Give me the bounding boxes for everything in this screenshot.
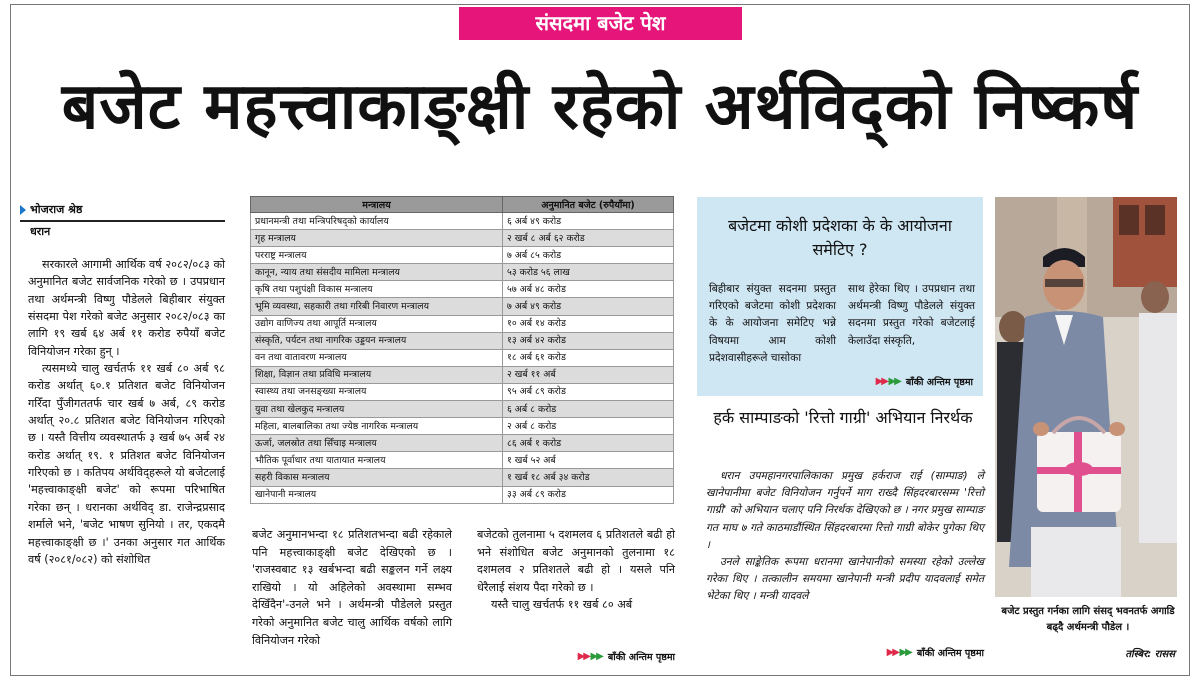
table-row [251,486,674,503]
koshi-paragraph: साथ हेरेका थिए । उपप्रधान तथा अर्थमन्त्री विष्णु पौडेलले संयुक्त सदनमा प्रस्तुत गरेको बजेटलाई केलाउँदा संस्कृति, [848,283,975,347]
table-row [251,298,674,315]
koshi-continued[interactable] [847,375,973,388]
table-row [251,366,674,383]
table-row [251,264,674,281]
main-story-continued[interactable] [540,650,675,663]
photo-caption: बजेट प्रस्तुत गर्नका लागि संसद् भवनतर्फ अगाडि बढ्दै अर्थमन्त्री पौडेल । [1001,606,1175,633]
continued-label: बाँकी अन्तिम पृष्ठमा [916,648,984,659]
continue-arrows-icon: ▶▶ ▶▶ [577,651,602,662]
ministry-budget-amount: ६ अर्ब ८ करोड [503,401,674,418]
byline-place: धरान [30,225,51,238]
main-story-column-3 [477,526,675,614]
ministry-name: उद्योग वाणिज्य तथा आपूर्ति मन्त्रालय [251,315,503,332]
ministry-budget-amount: १० अर्ब १४ करोड [503,315,674,332]
ministry-budget-amount: ८६ अर्ब १ करोड [503,435,674,452]
koshi-title: बजेटमा कोशी प्रदेशका के के आयोजना समेटिए ? [728,216,952,259]
table-row [251,349,674,366]
ministry-budget-amount: ७ अर्ब ८५ करोड [503,247,674,264]
continue-arrows-icon: ▶▶ ▶▶ [886,647,911,658]
ministry-name: महिला, बालबालिका तथा ज्येष्ठ नागरिक मन्त्रालय [251,418,503,435]
ministry-name: कानून, न्याय तथा संसदीय मामिला मन्त्रालय [251,264,503,281]
continued-label: बाँकी अन्तिम पृष्ठमा [905,377,973,388]
table-row [251,213,674,230]
continue-arrows-icon: ▶▶ ▶▶ [875,376,900,387]
table-row [251,401,674,418]
table-row [251,315,674,332]
ministry-name: कृषि तथा पशुपंक्षी विकास मन्त्रालय [251,281,503,298]
ministry-budget-amount: ९५ अर्ब ८९ करोड [503,383,674,400]
ministry-budget-amount: २ खर्ब ११ अर्ब [503,366,674,383]
ministry-name: खानेपानी मन्त्रालय [251,486,503,503]
table-header-amount: अनुमानित बजेट (रुपैयाँमा) [503,197,674,213]
table-row [251,281,674,298]
harka-continued[interactable] [850,646,984,659]
photo-illustration [995,197,1177,597]
ministry-budget-amount: ६ अर्ब ४९ करोड [503,213,674,230]
ministry-budget-amount: १ खर्ब ५२ अर्ब [503,452,674,469]
table-row [251,230,674,247]
ministry-budget-amount: १३ अर्ब ४२ करोड [503,332,674,349]
table-header-row [251,197,674,213]
harka-headline: हर्क साम्पाङको 'रित्तो गाग्री' अभियान निरर्थक [713,408,973,427]
table-row [251,418,674,435]
ministry-name: ऊर्जा, जलस्रोत तथा सिँचाइ मन्त्रालय [251,435,503,452]
harka-paragraph: उनले साङ्केतिक रूपमा धरानमा खानेपानीको समस्या रहेको उल्लेख गरेका थिए । तत्कालीन समयमा खानेपानी मन्त्री प्रदीप यादवलाई समेत भेटेका थिए । मन्त्री यादवले [706,556,984,603]
byline-rule [20,220,225,222]
headline: बजेट महत्त्वाकाङ्क्षी रहेको अर्थविद्को निष्कर्ष [61,69,1139,144]
ministry-name: भौतिक पूर्वाधार तथा यातायात मन्त्रालय [251,452,503,469]
finance-minister-photo [995,197,1177,597]
main-story-paragraph: त्यसमध्ये चालु खर्चतर्फ ११ खर्ब ८० अर्ब ९८ करोड अर्थात् ६०.१ प्रतिशत बजेट विनियोजन गरिँदा पुँजीगततर्फ चार खर्ब ७ अर्ब, ८९ करोड अर्थात् २०.८ प्रतिशत बजेट विनियोजन गरिएको छ । यस्तै वित्तीय व्यवस्थातर्फ ३ खर्ब ७५ अर्ब २४ करोड अर्थात् १९. १ प्रतिशत बजेट विनियोजन गरिएको छ । कतिपय अर्थविद्हरूले यो बजेटलाई 'महत्त्वाकाङ्क्षी बजेट' को रूपमा परिभाषित गरेका छन् । धरानका अर्थविद् डा. राजेन्द्रप्रसाद शर्माले भने, 'बजेट भाषण सुनियो । तर, एकदमै महत्त्वाकाङ्क्षी छ ।' उनका अनुसार गत आर्थिक वर्ष (२०८१/०८२) को संशोधित [28,362,225,566]
ministry-budget-amount: १८ अर्ब ६१ करोड [503,349,674,366]
harka-paragraph: धरान उपमहानगरपालिकाका प्रमुख हर्कराज राई (साम्पाङ) ले खानेपानीमा बजेट विनियोजन गर्नुपर्ने माग राख्दै सिंहदरबारसम्म 'रित्तो गाग्री' को अभियान चलाए पनि निरर्थक देखिएको छ । नगर प्रमुख साम्पाङ गत माघ ७ गते काठमाडौंस्थित सिंहदरबारमा रित्तो गाग्री बोकेर पुगेका थिए । [706,470,984,551]
main-story-paragraph: बजेटको तुलनामा ५ दशमलव ६ प्रतिशतले बढी हो भने संशोधित बजेट अनुमानको तुलनामा १८ दशमलव २ प्रतिशतले बढी हो । यसले पनि धेरैलाई संशय पैदा गरेको छ । [477,528,675,594]
ministry-name: शिक्षा, विज्ञान तथा प्रविधि मन्त्रालय [251,366,503,383]
table-row [251,452,674,469]
ministry-name: परराष्ट्र मन्त्रालय [251,247,503,264]
table-row [251,332,674,349]
byline [20,203,225,239]
ministry-budget-table [250,196,674,504]
main-story-column-1 [28,256,225,568]
ministry-name: सहरी विकास मन्त्रालय [251,469,503,486]
ministry-name: युवा तथा खेलकुद मन्त्रालय [251,401,503,418]
ministry-budget-amount: ५३ करोड ५६ लाख [503,264,674,281]
ministry-name: संस्कृति, पर्यटन तथा नागरिक उड्डयन मन्त्रालय [251,332,503,349]
ministry-budget-amount: २ अर्ब ८ करोड [503,418,674,435]
table-row [251,469,674,486]
table-row [251,435,674,452]
ministry-name: स्वास्थ्य तथा जनसङ्ख्या मन्त्रालय [251,383,503,400]
table-header-ministry: मन्त्रालय [251,197,503,213]
main-story-paragraph: बजेट अनुमानभन्दा १८ प्रतिशतभन्दा बढी रहेकाले पनि महत्त्वाकाङ्क्षी बजेट देखिएको छ । 'राजस्वबाट १३ खर्बभन्दा बढी सङ्कलन गर्ने लक्ष्य राखियो । यो अहिलेको अवस्थामा सम्भव देखिँदैन'-उनले भने । अर्थमन्त्री पौडेलले प्रस्तुत गरेको अनुमानित बजेट चालु आर्थिक वर्षको लागि विनियोजन गरेको [252,528,452,647]
table-row [251,247,674,264]
ministry-name: गृह मन्त्रालय [251,230,503,247]
koshi-paragraph: बिहीबार संयुक्त सदनमा प्रस्तुत गरिएको बजेटमा कोशी प्रदेशका के के आयोजना समेटिए भन्ने विषयमा आम कोशी प्रदेशवासीहरूले चासोका [709,283,836,364]
section-kicker: संसदमा बजेट पेश [459,7,742,40]
ministry-name: प्रधानमन्त्री तथा मन्त्रिपरिषद्को कार्यालय [251,213,503,230]
photo-credit: तस्बिर: रासस [1125,649,1175,660]
byline-author: भोजराज श्रेष्ठ [20,203,225,217]
main-story-paragraph: यस्तै चालु खर्चतर्फ ११ खर्ब ८० अर्ब [491,598,633,612]
table-row [251,383,674,400]
continued-label: बाँकी अन्तिम पृष्ठमा [607,652,675,663]
koshi-sidebar-box [697,197,983,396]
ministry-budget-amount: ७ अर्ब ४९ करोड [503,298,674,315]
ministry-name: भूमि व्यवस्था, सहकारी तथा गरिबी निवारण मन्त्रालय [251,298,503,315]
ministry-budget-amount: १ खर्ब १८ अर्ब ३४ करोड [503,469,674,486]
ministry-budget-amount: ५७ अर्ब ४८ करोड [503,281,674,298]
main-story-column-2 [252,526,452,649]
main-story-paragraph: सरकारले आगामी आर्थिक वर्ष २०८२/०८३ को अनुमानित बजेट सार्वजनिक गरेको छ । उपप्रधान तथा अर्थमन्त्री विष्णु पौडेलले बिहीबार संयुक्त संसदमा पेश गरेको बजेट अनुसार २०८२/०८३ का लागि १९ खर्ब ६४ अर्ब ११ करोड रुपैयाँ बजेट विनियोजन गरेका हुन् । [28,258,225,358]
ministry-name: वन तथा वातावरण मन्त्रालय [251,349,503,366]
ministry-budget-amount: २ खर्ब ८ अर्ब ६२ करोड [503,230,674,247]
ministry-budget-amount: ३३ अर्ब ८९ करोड [503,486,674,503]
harka-story [706,468,984,606]
